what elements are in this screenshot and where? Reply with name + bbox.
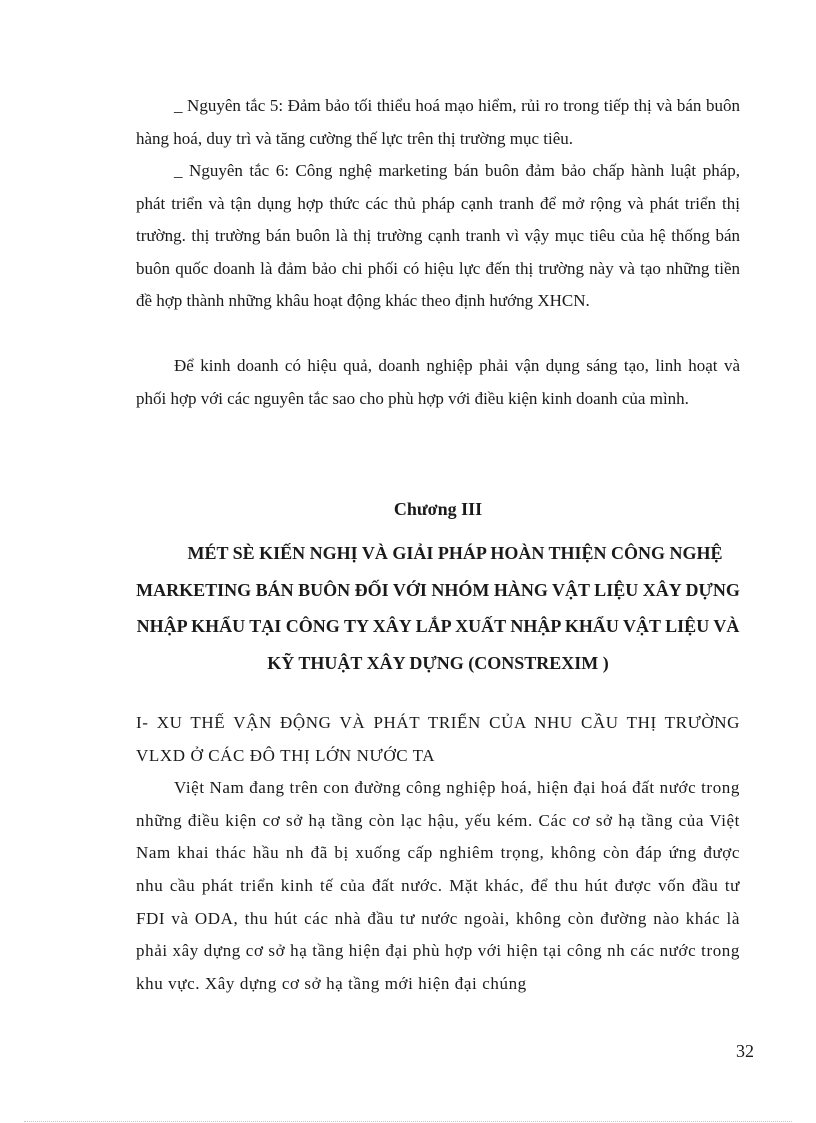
paragraph-principle-5: _ Nguyên tắc 5: Đảm bảo tối thiểu hoá mạo hiểm, rủi ro trong tiếp thị và bán buôn hàng hoá, duy trì và tăng cường thế lực trên thị trường mục tiêu. (136, 96, 740, 148)
paragraph-principle-6: _ Nguyên tắc 6: Công nghệ marketing bán buôn đảm bảo chấp hành luật pháp, phát triển và tận dụng hợp thức các thủ pháp cạnh tranh để mở rộng và phát triển thị trường. thị trường bán buôn là thị trường cạnh tranh vì vậy mục tiêu của hệ thống bán buôn quốc doanh là đảm bảo chi phối có hiệu lực đến thị trường này và tạo những tiền đề hợp thành những khâu hoạt động khác theo định hướng XHCN. (136, 161, 740, 311)
paragraph-conclusion: Để kinh doanh có hiệu quả, doanh nghiệp phải vận dụng sáng tạo, linh hoạt và phối hợp với các nguyên tắc sao cho phù hợp với điều kiện kinh doanh của mình. (136, 356, 740, 408)
chapter-label: Chương III (393, 499, 483, 519)
section-heading: I- XU THẾ VẬN ĐỘNG VÀ PHÁT TRIỂN CỦA NHU CẦU THỊ TRƯỜNG VLXD Ở CÁC ĐÔ THỊ LỚN NƯỚC TA (136, 713, 740, 765)
page-number: 32 (736, 1041, 754, 1061)
chapter-title: MÉT SÈ KIẾN NGHỊ VÀ GIẢI PHÁP HOÀN THIỆN CÔNG NGHỆ MARKETING BÁN BUÔN ĐỐI VỚI NHÓM HÀNG VẬT LIỆU XÂY DỰNG NHẬP KHẨU TẠI CÔNG TY XÂY LẮP XUẤT NHẬP KHẨU VẬT LIỆU VÀ KỸ THUẬT XÂY DỰNG (CONSTREXIM ) (136, 543, 740, 673)
page-bottom-border (24, 1121, 792, 1122)
section-body: Việt Nam đang trên con đường công nghiệp hoá, hiện đại hoá đất nước trong những điều kiện cơ sở hạ tầng còn lạc hậu, yếu kém. Các cơ sở hạ tầng của Việt Nam khai thác hầu nh đã bị xuống cấp nghiêm trọng, không còn đáp ứng được nhu cầu phát triển kinh tế của đất nước. Mặt khác, để thu hút được vốn đầu tư FDI và ODA, thu hút các nhà đầu tư nước ngoài, không còn đường nào khác là phải xây dựng cơ sở hạ tầng hiện đại phù hợp với hiện tại công nh các nước trong khu vực. Xây dựng cơ sở hạ tầng mới hiện đại chúng (136, 778, 740, 993)
section (136, 707, 740, 1000)
